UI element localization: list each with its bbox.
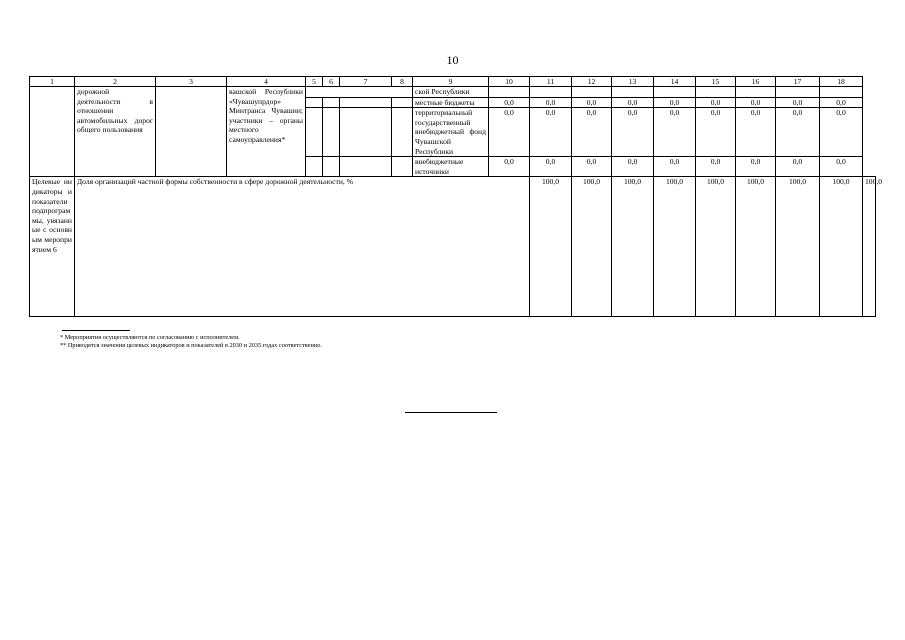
- funding-source: внебюджетные источники: [413, 157, 489, 177]
- cell-empty: [323, 97, 340, 108]
- activity-description: дорожной деятельности в отношении автомобильных дорог общего пользования: [75, 87, 156, 177]
- value-cell: 0,0: [820, 157, 863, 177]
- value-cell: 100,0: [736, 177, 776, 317]
- header-cell: 7: [340, 77, 392, 87]
- value-cell: [612, 87, 654, 98]
- cell-empty: [323, 108, 340, 157]
- value-cell: 0,0: [654, 97, 696, 108]
- value-cell: 0,0: [654, 108, 696, 157]
- value-cell: [654, 87, 696, 98]
- value-cell: [696, 87, 736, 98]
- value-cell: 0,0: [530, 108, 572, 157]
- value-cell: 0,0: [776, 108, 820, 157]
- table-row: [30, 87, 876, 98]
- header-cell: 1: [30, 77, 75, 87]
- value-cell: [736, 87, 776, 98]
- header-cell: 5: [306, 77, 323, 87]
- header-cell: 4: [227, 77, 306, 87]
- cell-empty: [392, 97, 413, 108]
- table-row: [30, 177, 876, 317]
- value-cell: 100,0: [776, 177, 820, 317]
- indicator-name: Доля организаций частной формы собственности в сфере дорожной деятельности, %: [75, 177, 489, 317]
- value-cell: [489, 87, 530, 98]
- cell-empty: [340, 97, 392, 108]
- footnote-divider: [62, 330, 130, 331]
- value-cell: [572, 87, 612, 98]
- header-cell: 6: [323, 77, 340, 87]
- value-cell: 0,0: [489, 157, 530, 177]
- cell-empty: [30, 87, 75, 177]
- header-cell: 10: [489, 77, 530, 87]
- value-cell: 0,0: [612, 157, 654, 177]
- value-cell: 100,0: [863, 177, 876, 317]
- header-cell: 8: [392, 77, 413, 87]
- cell-empty: [306, 87, 413, 98]
- value-cell: 0,0: [489, 108, 530, 157]
- cell-empty: [392, 108, 413, 157]
- value-cell: 100,0: [530, 177, 572, 317]
- value-cell: 0,0: [572, 157, 612, 177]
- value-cell: 0,0: [489, 97, 530, 108]
- value-cell: 0,0: [820, 108, 863, 157]
- value-cell: 0,0: [530, 97, 572, 108]
- end-line: [405, 412, 497, 413]
- value-cell: 0,0: [776, 97, 820, 108]
- header-cell: 3: [156, 77, 227, 87]
- funding-source: ской Республики: [413, 87, 489, 98]
- cell-empty: [340, 157, 392, 177]
- value-cell: 100,0: [572, 177, 612, 317]
- cell-empty: [340, 108, 392, 157]
- header-cell: 18: [820, 77, 863, 87]
- header-cell: 16: [736, 77, 776, 87]
- value-cell: 0,0: [654, 157, 696, 177]
- cell-empty: [156, 87, 227, 177]
- header-cell: 11: [530, 77, 572, 87]
- header-cell: 9: [413, 77, 489, 87]
- value-cell: 0,0: [696, 157, 736, 177]
- value-cell: [776, 87, 820, 98]
- cell-empty: [306, 108, 323, 157]
- value-cell: 0,0: [736, 97, 776, 108]
- funding-source: местные бюджеты: [413, 97, 489, 108]
- value-cell: [530, 87, 572, 98]
- value-cell: 100,0: [654, 177, 696, 317]
- header-cell: 15: [696, 77, 736, 87]
- value-cell: 100,0: [696, 177, 736, 317]
- value-cell: 0,0: [572, 97, 612, 108]
- footnote: * Мероприятия осуществляются по согласованию с исполнителем.: [60, 334, 240, 341]
- indicators-label: Целевые индикаторы и показатели подпрограммы, увязанные с основным мероприятием 6: [30, 177, 75, 317]
- value-cell: 100,0: [820, 177, 863, 317]
- header-row: [30, 77, 876, 87]
- value-cell: 0,0: [776, 157, 820, 177]
- cell-empty: [392, 157, 413, 177]
- value-cell: 0,0: [820, 97, 863, 108]
- value-cell: 100,0: [612, 177, 654, 317]
- footnote: ** Приводятся значения целевых индикаторов и показателей в 2030 и 2035 годах соответственно.: [60, 342, 322, 349]
- value-cell: [820, 87, 863, 98]
- header-cell: 2: [75, 77, 156, 87]
- header-cell: 13: [612, 77, 654, 87]
- value-cell: 0,0: [736, 157, 776, 177]
- cell-empty: [306, 97, 323, 108]
- header-cell: 17: [776, 77, 820, 87]
- executor-description: вашской Республики «Чувашупрдор» Минтранса Чувашии; участники – органы местного самоуправления*: [227, 87, 306, 177]
- value-cell: 0,0: [696, 97, 736, 108]
- header-cell: 14: [654, 77, 696, 87]
- value-cell: 0,0: [612, 97, 654, 108]
- value-cell: 0,0: [572, 108, 612, 157]
- cell-empty: [323, 157, 340, 177]
- value-cell: 0,0: [696, 108, 736, 157]
- header-cell: 12: [572, 77, 612, 87]
- cell-empty: [306, 157, 323, 177]
- value-cell: 0,0: [736, 108, 776, 157]
- value-cell: 0,0: [612, 108, 654, 157]
- funding-source: территориальный государственный внебюджетный фонд Чувашской Республики: [413, 108, 489, 157]
- page-number: 10: [446, 53, 459, 67]
- program-table: [29, 76, 883, 317]
- cell-empty: [489, 177, 530, 317]
- value-cell: 0,0: [530, 157, 572, 177]
